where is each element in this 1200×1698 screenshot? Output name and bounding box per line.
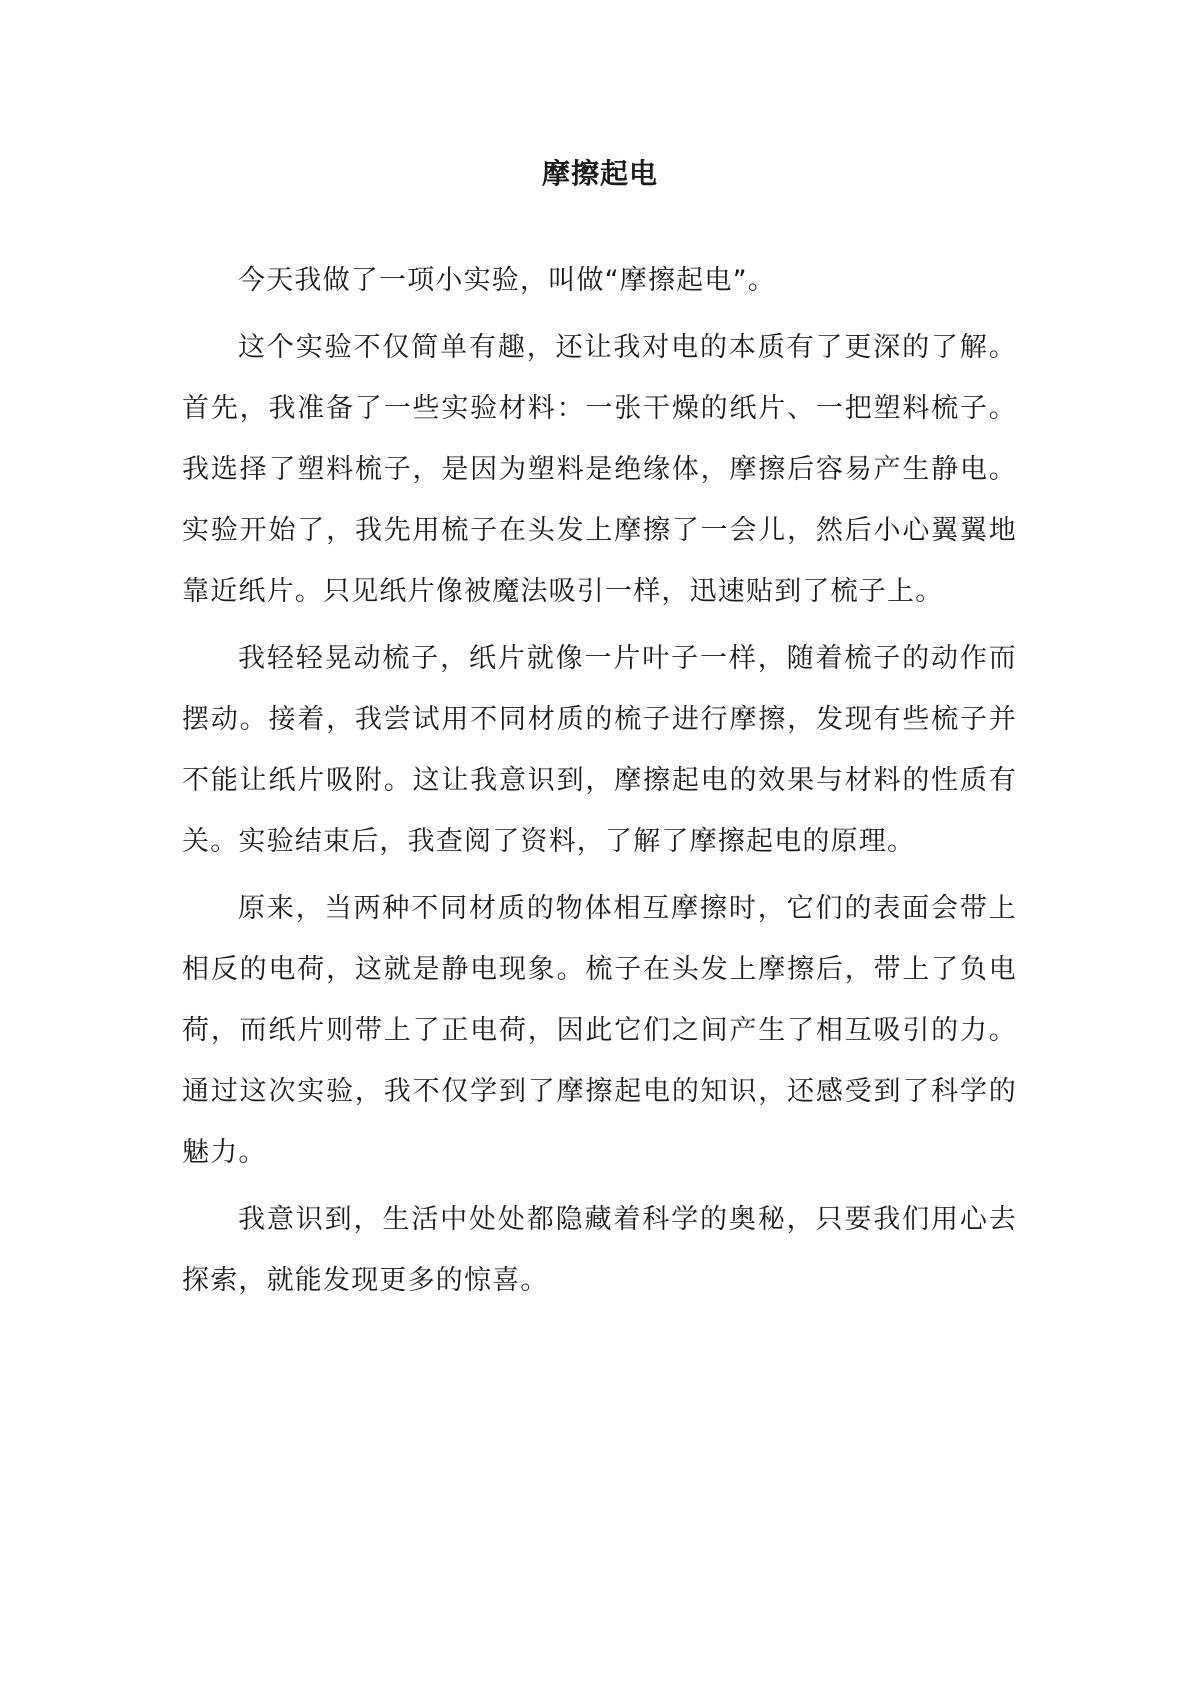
- document-body: [182, 250, 1017, 1317]
- paragraph-5: 我意识到，生活中处处都隐藏着科学的奥秘，只要我们用心去探索，就能发现更多的惊喜。: [182, 1204, 1017, 1296]
- document-title: 摩擦起电: [541, 157, 658, 190]
- paragraph-3: 我轻轻晃动梳子，纸片就像一片叶子一样，随着梳子的动作而摆动。接着，我尝试用不同材质的梳子进行摩擦，发现有些梳子并不能让纸片吸附。这让我意识到，摩擦起电的效果与材料的性质有关。实验结束后，我查阅了资料，了解了摩擦起电的原理。: [182, 643, 1017, 857]
- paragraph-4: 原来，当两种不同材质的物体相互摩擦时，它们的表面会带上相反的电荷，这就是静电现象。梳子在头发上摩擦后，带上了负电荷，而纸片则带上了正电荷，因此它们之间产生了相互吸引的力。通过这次实验，我不仅学到了摩擦起电的知识，还感受到了科学的魅力。: [182, 893, 1017, 1168]
- paragraph-2: 这个实验不仅简单有趣，还让我对电的本质有了更深的了解。首先，我准备了一些实验材料：一张干燥的纸片、一把塑料梳子。我选择了塑料梳子，是因为塑料是绝缘体，摩擦后容易产生静电。实验开始了，我先用梳子在头发上摩擦了一会儿，然后小心翼翼地靠近纸片。只见纸片像被魔法吸引一样，迅速贴到了梳子上。: [182, 332, 1017, 607]
- paragraph-1: 今天我做了一项小实验，叫做“摩擦起电”。: [238, 265, 776, 296]
